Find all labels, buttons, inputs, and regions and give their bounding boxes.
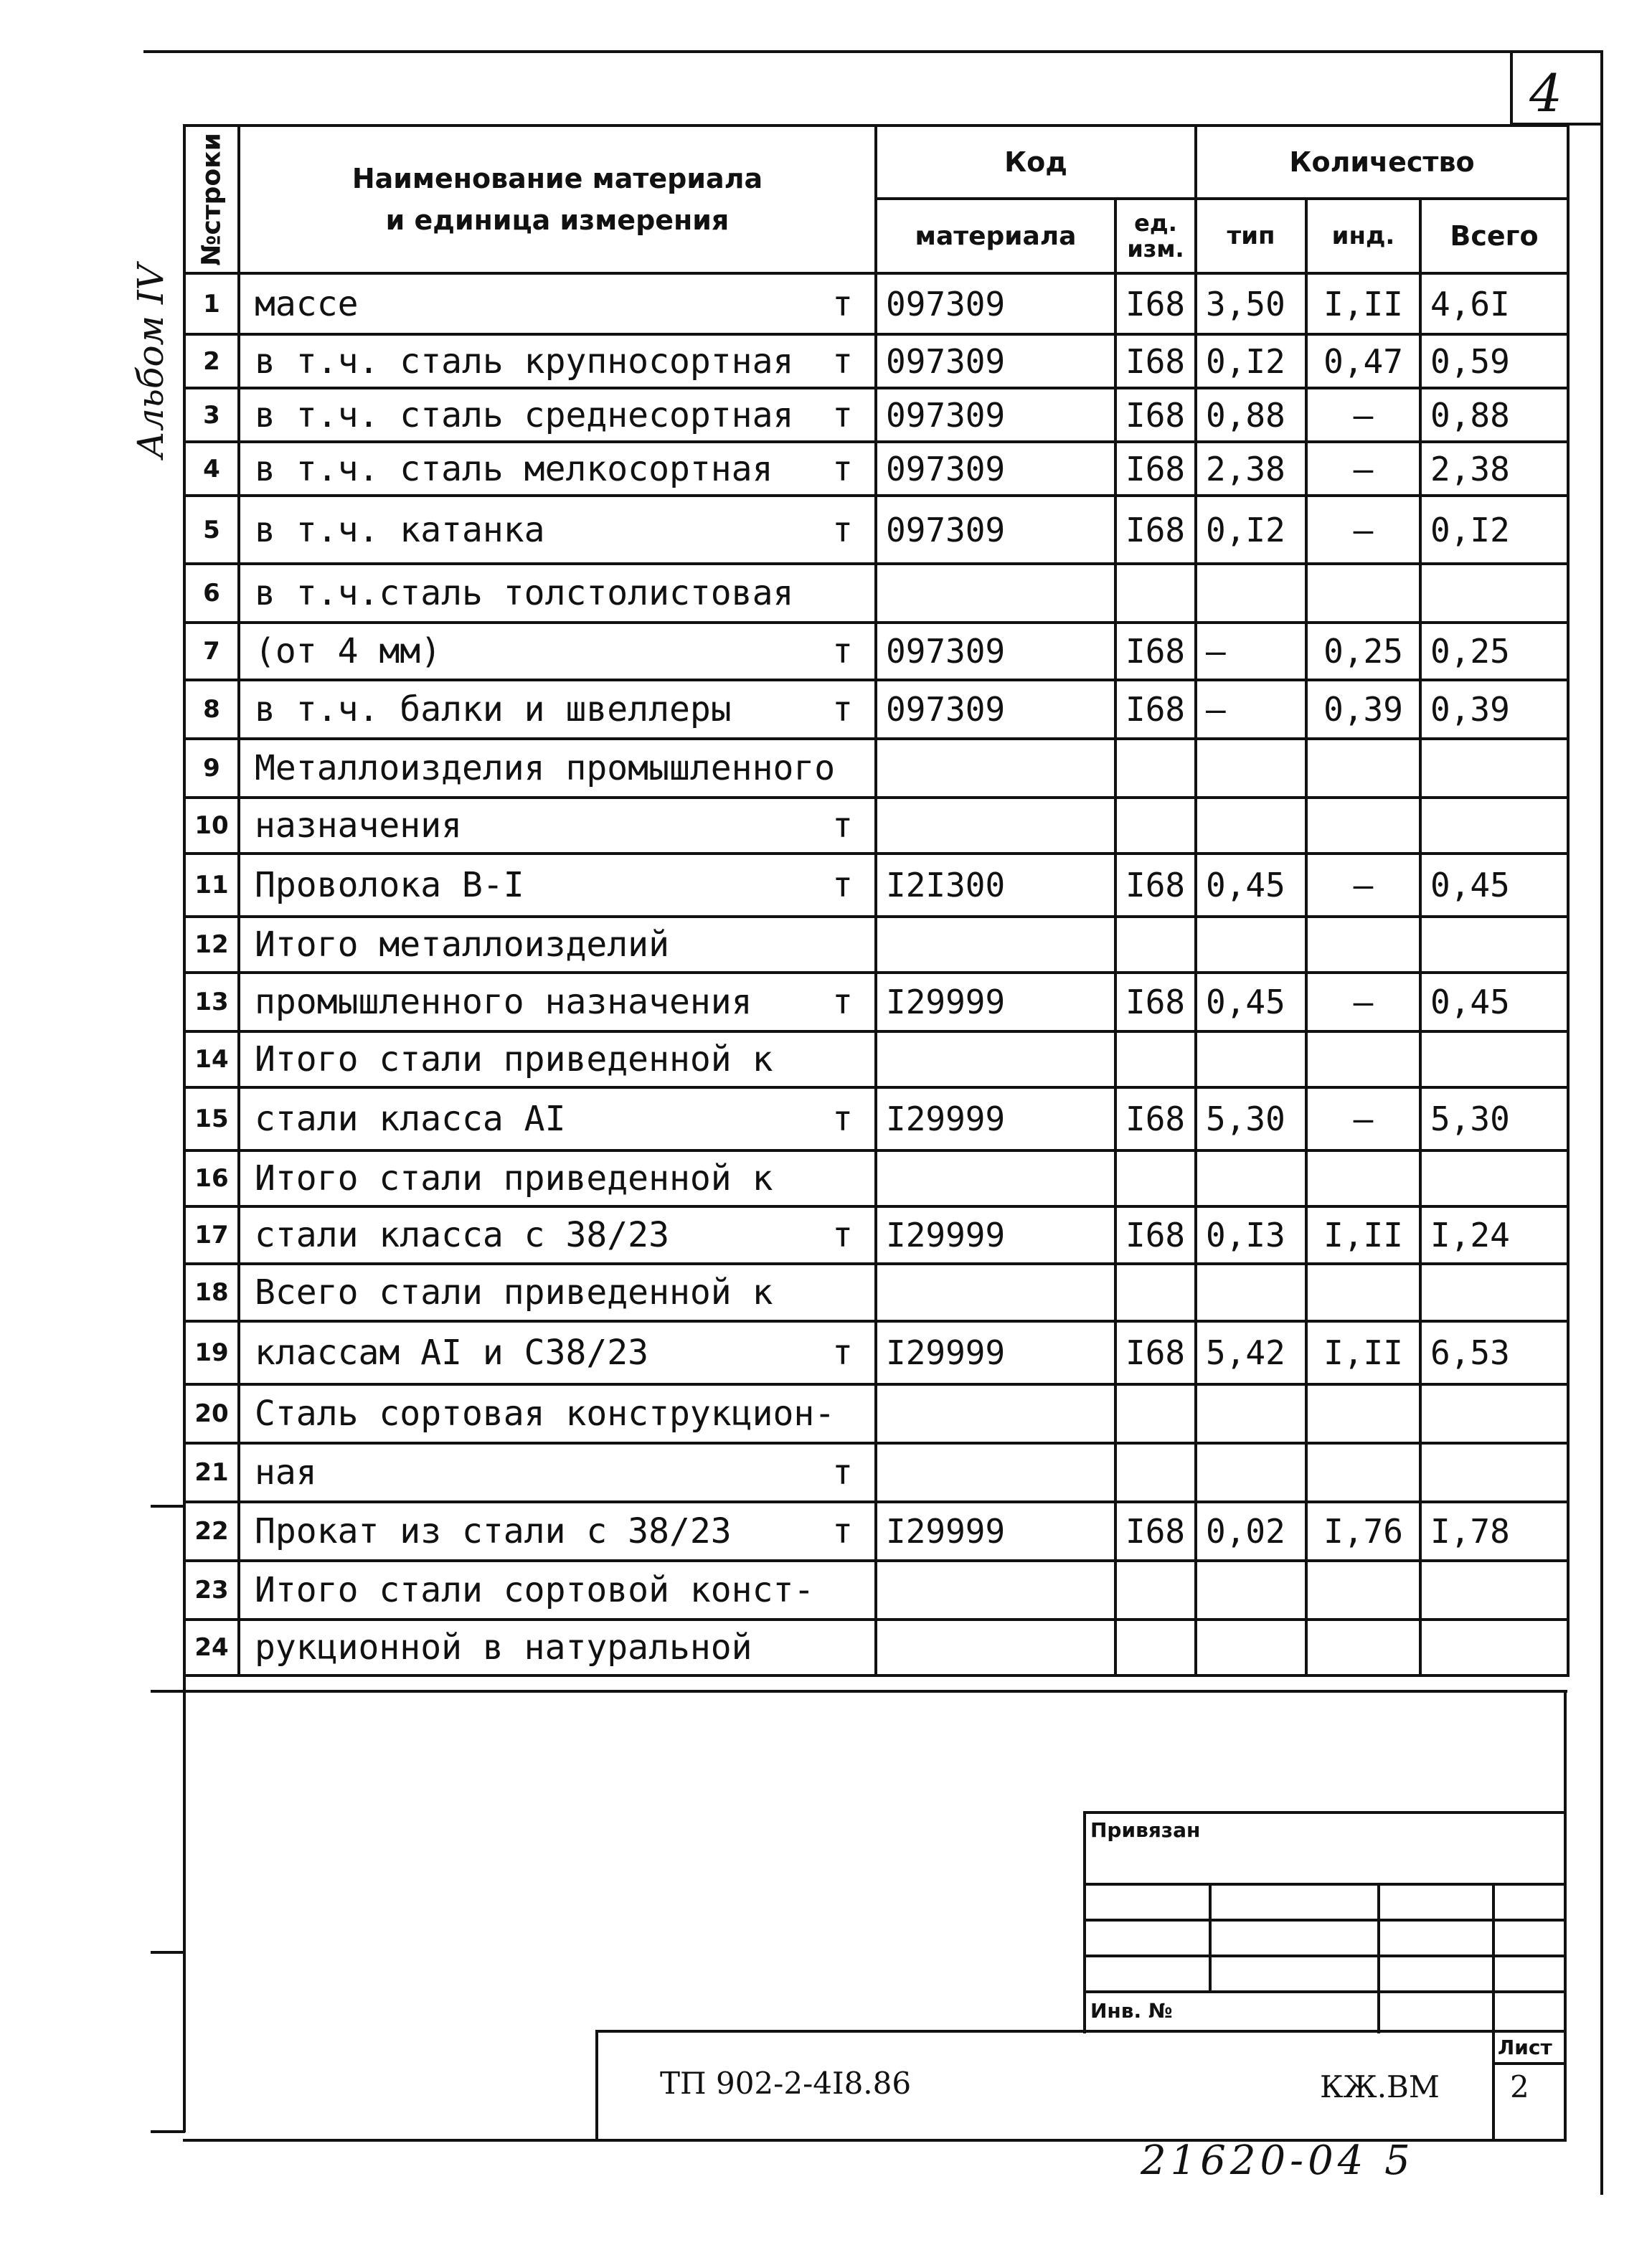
material-name-text: Прокат из стали с 38/23 [255,1511,732,1551]
table-row [184,1620,1568,1676]
material-name-text: в т.ч. сталь крупносортная [255,341,794,382]
handwritten-note: 21620-04 5 [1141,2137,1415,2184]
material-name [239,1087,876,1150]
qty-total [1420,1150,1568,1206]
qty-ind [1306,1620,1420,1676]
title-row-top [595,2030,1565,2033]
row-number: 12 [184,917,239,973]
material-unit: т [832,982,853,1022]
table-row [184,1264,1568,1321]
material-unit: т [832,689,853,729]
material-code [876,1561,1115,1620]
qty-type [1196,1264,1306,1321]
unit-code: I68 [1115,680,1196,739]
material-name-text: (от 4 мм) [255,631,442,671]
table-row [184,1384,1568,1443]
qty-type: – [1196,623,1306,680]
material-unit: т [832,1099,853,1139]
material-code: 097309 [876,273,1115,334]
material-name-text: назначения [255,805,462,846]
row-number: 9 [184,739,239,798]
material-name-text: ная [255,1452,317,1493]
table-row [184,1087,1568,1150]
material-code [876,1384,1115,1443]
material-name-text: Итого стали приведенной к [255,1039,773,1079]
unit-code: I68 [1115,854,1196,917]
qty-type [1196,1561,1306,1620]
row-number: 23 [184,1561,239,1620]
material-unit: т [832,448,853,489]
table-row [184,334,1568,388]
unit-code [1115,1561,1196,1620]
table-bottom-line [151,1690,1567,1693]
material-code: I29999 [876,1087,1115,1150]
table-row [184,680,1568,739]
material-name [239,496,876,564]
unit-code: I68 [1115,496,1196,564]
material-code: 097309 [876,442,1115,496]
material-code: I2I300 [876,854,1115,917]
qty-type: 0,45 [1196,854,1306,917]
unit-code: I68 [1115,334,1196,388]
table-row [184,273,1568,334]
qty-ind [1306,1384,1420,1443]
row-number: 20 [184,1384,239,1443]
material-name [239,854,876,917]
material-name-text: промышленного назначения [255,982,752,1022]
bottom-right-line [1564,1690,1567,2142]
material-unit: т [832,631,853,671]
qty-total: 0,I2 [1420,496,1568,564]
material-name [239,1206,876,1264]
qty-total [1420,1561,1568,1620]
sheet-number: 4 [1529,63,1562,123]
row-number: 19 [184,1321,239,1384]
qty-total: 0,59 [1420,334,1568,388]
material-code: I29999 [876,1206,1115,1264]
material-name [239,680,876,739]
qty-type [1196,1031,1306,1087]
qty-type [1196,1150,1306,1206]
material-name [239,1443,876,1502]
qty-ind: 0,25 [1306,623,1420,680]
unit-code: I68 [1115,442,1196,496]
material-name [239,1031,876,1087]
table-body [184,273,1568,1676]
material-name-text: Итого стали сортовой конст- [255,1570,815,1610]
material-name [239,273,876,334]
row-number: 2 [184,334,239,388]
row-number: 21 [184,1443,239,1502]
qty-type: 0,45 [1196,973,1306,1031]
material-code [876,564,1115,623]
stamp-col-3 [1492,1883,1495,2141]
material-code: I29999 [876,1321,1115,1384]
row-number: 11 [184,854,239,917]
material-name [239,442,876,496]
header-unit: ед. изм. [1115,199,1196,273]
stamp-col-1 [1209,1883,1212,1990]
table-row [184,1150,1568,1206]
sheet-label: Лист [1498,2036,1552,2059]
unit-code: I68 [1115,1206,1196,1264]
qty-total [1420,1031,1568,1087]
unit-code [1115,739,1196,798]
qty-ind: 0,47 [1306,334,1420,388]
qty-type: 0,I2 [1196,496,1306,564]
qty-ind [1306,564,1420,623]
material-code: 097309 [876,680,1115,739]
material-name-text: Всего стали приведенной к [255,1272,773,1313]
table-row [184,739,1568,798]
title-row-left [595,2030,598,2141]
qty-total: 0,45 [1420,973,1568,1031]
row-number: 24 [184,1620,239,1676]
row-number: 18 [184,1264,239,1321]
frame-right-line [1600,50,1603,2195]
material-name-text: в т.ч. сталь мелкосортная [255,448,773,489]
material-name-text: стали класса с 38/23 [255,1215,669,1255]
qty-total [1420,564,1568,623]
material-code [876,1031,1115,1087]
unit-code [1115,1443,1196,1502]
unit-code [1115,1620,1196,1676]
material-name-text: в т.ч. балки и швеллеры [255,689,732,729]
qty-total [1420,798,1568,854]
table-row [184,564,1568,623]
sheetnum-box-left [1510,50,1513,126]
header-material: материала [876,199,1115,273]
qty-total: 0,45 [1420,854,1568,917]
frame-top-line [143,50,1603,53]
header-name: Наименование материала и единица измерения [239,126,876,273]
material-name [239,334,876,388]
material-name-text: Итого металлоизделий [255,925,669,965]
qty-ind: – [1306,973,1420,1031]
table-row [184,442,1568,496]
qty-ind [1306,798,1420,854]
unit-code [1115,564,1196,623]
unit-code [1115,1264,1196,1321]
row-number: 7 [184,623,239,680]
header-row-number: №строки [184,126,239,273]
material-name [239,1384,876,1443]
table-row [184,973,1568,1031]
qty-type: 5,42 [1196,1321,1306,1384]
qty-ind: – [1306,388,1420,442]
material-unit: т [832,1215,853,1255]
material-code [876,1264,1115,1321]
left-tick-4 [151,2130,185,2133]
unit-code [1115,1031,1196,1087]
material-name-text: Итого стали приведенной к [255,1158,773,1199]
material-code: I29999 [876,973,1115,1031]
row-number: 5 [184,496,239,564]
unit-code: I68 [1115,1087,1196,1150]
bound-label: Привязан [1090,1818,1201,1842]
material-unit: т [832,283,853,324]
material-code: 097309 [876,334,1115,388]
qty-type [1196,739,1306,798]
qty-total [1420,917,1568,973]
unit-code: I68 [1115,1321,1196,1384]
material-name-text: классам АI и С38/23 [255,1333,649,1373]
material-name [239,973,876,1031]
qty-ind [1306,1031,1420,1087]
row-number: 16 [184,1150,239,1206]
material-name [239,388,876,442]
section-code: КЖ.ВМ [1320,2069,1440,2104]
material-code [876,798,1115,854]
material-unit: т [832,805,853,846]
material-name [239,1561,876,1620]
material-name-text: рукционной в натуральной [255,1627,752,1668]
material-name [239,739,876,798]
material-name [239,1321,876,1384]
qty-type [1196,917,1306,973]
stamp-col-2 [1377,1883,1380,2033]
qty-total: I,24 [1420,1206,1568,1264]
material-name-text: в т.ч. катанка [255,509,545,550]
material-code: 097309 [876,623,1115,680]
row-number: 8 [184,680,239,739]
qty-ind [1306,1561,1420,1620]
qty-total: 6,53 [1420,1321,1568,1384]
qty-total [1420,739,1568,798]
table-row [184,388,1568,442]
album-label: Альбом IV [130,264,171,458]
material-name [239,564,876,623]
qty-type: 3,50 [1196,273,1306,334]
qty-total: I,78 [1420,1502,1568,1561]
inv-no-label: Инв. № [1090,1999,1173,2023]
material-unit: т [832,509,853,550]
header-total: Всего [1420,199,1568,273]
unit-code: I68 [1115,973,1196,1031]
qty-type: 0,I3 [1196,1206,1306,1264]
qty-ind [1306,739,1420,798]
material-name [239,1264,876,1321]
qty-type: 0,I2 [1196,334,1306,388]
sheet-value: 2 [1510,2069,1529,2104]
qty-type: 5,30 [1196,1087,1306,1150]
material-code [876,1150,1115,1206]
qty-ind: – [1306,854,1420,917]
row-number: 15 [184,1087,239,1150]
qty-type [1196,1443,1306,1502]
row-number: 13 [184,973,239,1031]
qty-type [1196,564,1306,623]
table-row [184,798,1568,854]
header-quantity: Количество [1196,126,1568,199]
table-row [184,854,1568,917]
material-name-text: в т.ч.сталь толстолистовая [255,573,794,613]
sheet-label-line [1492,2062,1565,2065]
qty-ind: I,II [1306,1206,1420,1264]
material-code [876,917,1115,973]
material-name-text: массе [255,283,359,324]
material-name [239,1502,876,1561]
header-ind: инд. [1306,199,1420,273]
table-row [184,1502,1568,1561]
qty-ind: I,II [1306,273,1420,334]
qty-type: – [1196,680,1306,739]
table-row [184,917,1568,973]
unit-code [1115,917,1196,973]
material-code: I29999 [876,1502,1115,1561]
unit-code: I68 [1115,273,1196,334]
stamp-upper-left [1083,1811,1086,2033]
material-unit: т [832,865,853,905]
material-name [239,798,876,854]
qty-ind [1306,917,1420,973]
qty-total [1420,1620,1568,1676]
left-tick-1 [151,1505,185,1508]
unit-code: I68 [1115,623,1196,680]
table-row [184,496,1568,564]
material-code [876,1443,1115,1502]
qty-total: 0,25 [1420,623,1568,680]
material-unit: т [832,1333,853,1373]
material-unit: т [832,1452,853,1493]
material-name [239,623,876,680]
table-row [184,623,1568,680]
qty-type [1196,1384,1306,1443]
qty-ind: I,76 [1306,1502,1420,1561]
material-name [239,917,876,973]
unit-code [1115,1150,1196,1206]
row-number: 17 [184,1206,239,1264]
unit-code: I68 [1115,1502,1196,1561]
qty-total [1420,1264,1568,1321]
qty-total: 2,38 [1420,442,1568,496]
qty-ind: – [1306,496,1420,564]
row-number: 10 [184,798,239,854]
unit-code: I68 [1115,388,1196,442]
material-code: 097309 [876,388,1115,442]
material-unit: т [832,394,853,435]
stamp-top [1083,1811,1565,1814]
table-row [184,1321,1568,1384]
material-name-text: Сталь сортовая конструкцион- [255,1394,836,1434]
materials-table [183,124,1570,1677]
material-code: 097309 [876,496,1115,564]
material-name-text: Металлоизделия промышленного [255,748,836,788]
material-code [876,1620,1115,1676]
material-name-text: стали класса АI [255,1099,566,1139]
table-row [184,1561,1568,1620]
material-name [239,1620,876,1676]
header-type: тип [1196,199,1306,273]
qty-type: 0,02 [1196,1502,1306,1561]
material-unit: т [832,1511,853,1551]
header-code: Код [876,126,1196,199]
qty-ind [1306,1443,1420,1502]
qty-type: 0,88 [1196,388,1306,442]
material-code [876,739,1115,798]
qty-ind: I,II [1306,1321,1420,1384]
row-number: 4 [184,442,239,496]
qty-ind [1306,1150,1420,1206]
unit-code [1115,798,1196,854]
qty-ind: – [1306,1087,1420,1150]
row-number: 14 [184,1031,239,1087]
left-tick-3 [151,1951,185,1954]
document-code: ТП 902-2-4I8.86 [660,2066,912,2101]
qty-total [1420,1443,1568,1502]
qty-type: 2,38 [1196,442,1306,496]
qty-ind: 0,39 [1306,680,1420,739]
qty-total: 0,39 [1420,680,1568,739]
qty-total: 4,6I [1420,273,1568,334]
qty-total: 5,30 [1420,1087,1568,1150]
material-unit: т [832,341,853,382]
unit-code [1115,1384,1196,1443]
row-number: 22 [184,1502,239,1561]
qty-total: 0,88 [1420,388,1568,442]
qty-ind: – [1306,442,1420,496]
material-name [239,1150,876,1206]
material-name-text: в т.ч. сталь среднесортная [255,394,794,435]
qty-type [1196,1620,1306,1676]
row-number: 1 [184,273,239,334]
material-name-text: Проволока В-I [255,865,524,905]
table-row [184,1031,1568,1087]
row-number: 3 [184,388,239,442]
table-row [184,1206,1568,1264]
qty-total [1420,1384,1568,1443]
table-row [184,1443,1568,1502]
qty-ind [1306,1264,1420,1321]
qty-type [1196,798,1306,854]
row-number: 6 [184,564,239,623]
